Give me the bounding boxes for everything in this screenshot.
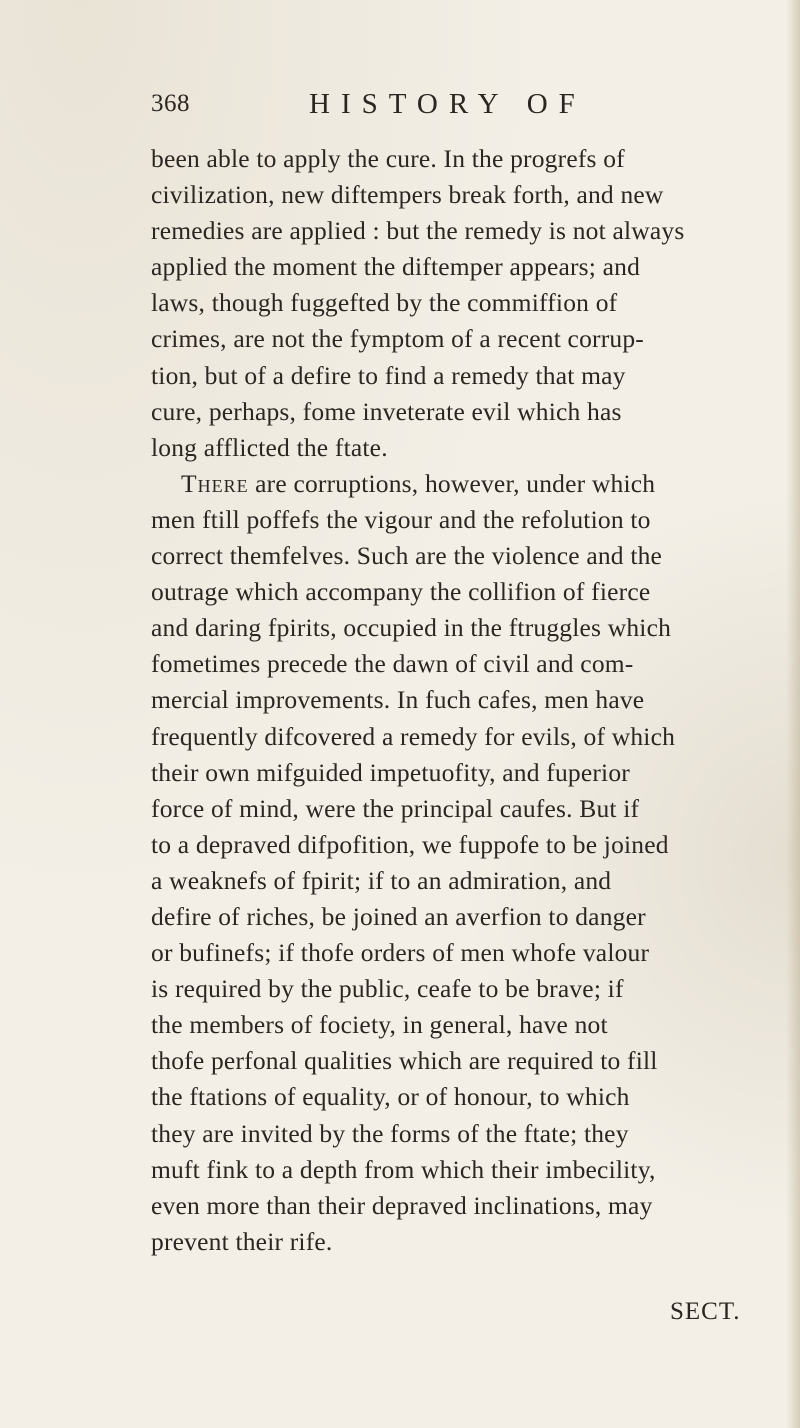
text-line: even more than their depraved inclinations, may — [151, 1190, 653, 1220]
text-line: correct themfelves. Such are the violence and the — [151, 541, 663, 571]
text-line: is required by the public, ceafe to be brave; if — [151, 974, 624, 1004]
text-line: long afflicted the ftate. — [151, 432, 388, 462]
text-line: crimes, are not the fymptom of a recent corrup- — [151, 324, 644, 354]
text-line: the members of fociety, in general, have not — [151, 1010, 608, 1040]
text-line: fometimes precede the dawn of civil and com- — [151, 649, 634, 679]
text-line-rest: are corruptions, however, under which — [248, 468, 656, 498]
text-line: prevent their rife. — [151, 1226, 333, 1256]
text-line: men ftill poffefs the vigour and the refolution to — [151, 504, 651, 534]
text-line: to a depraved difpofition, we fuppofe to be joined — [151, 829, 669, 859]
text-line: the ftations of equality, or of honour, to which — [151, 1082, 630, 1112]
body-text — [151, 141, 791, 1260]
running-head — [151, 88, 711, 128]
text-line: tion, but of a defire to find a remedy that may — [151, 360, 626, 390]
text-line: force of mind, were the principal caufes. But if — [151, 793, 640, 823]
text-line: cure, perhaps, fome inveterate evil which has — [151, 396, 622, 426]
text-line: and daring fpirits, occupied in the ftruggles which — [151, 613, 672, 643]
text-line: defire of riches, be joined an averfion to danger — [151, 901, 646, 931]
text-line: been able to apply the cure. In the progrefs of — [151, 144, 625, 173]
text-line: applied the moment the diftemper appears; and — [151, 252, 641, 282]
text-line: civilization, new diftempers break forth, and new — [151, 180, 664, 210]
running-title: HISTORY OF — [309, 88, 586, 120]
text-line: or bufinefs; if thofe orders of men whofe valour — [151, 938, 650, 968]
text-line: outrage which accompany the collifion of fierce — [151, 577, 651, 607]
text-line: remedies are applied : but the remedy is not always — [151, 216, 685, 246]
text-line: mercial improvements. In fuch cafes, men have — [151, 685, 645, 715]
page-number: 368 — [151, 90, 190, 117]
text-line: they are invited by the forms of the ftate; they — [151, 1118, 629, 1148]
paragraph-start-line — [151, 466, 791, 502]
text-line: muft fink to a depth from which their imbecility, — [151, 1154, 656, 1184]
paragraph-opening-word: There — [181, 468, 249, 498]
catchword: SECT. — [670, 1298, 741, 1325]
text-line: a weaknefs of fpirit; if to an admiration, and — [151, 865, 612, 895]
text-line: frequently difcovered a remedy for evils, of which — [151, 721, 676, 751]
text-line: laws, though fuggefted by the commiffion of — [151, 288, 618, 318]
text-line: thofe perfonal qualities which are required to fill — [151, 1046, 658, 1076]
text-line: their own mifguided impetuofity, and fuperior — [151, 757, 630, 787]
